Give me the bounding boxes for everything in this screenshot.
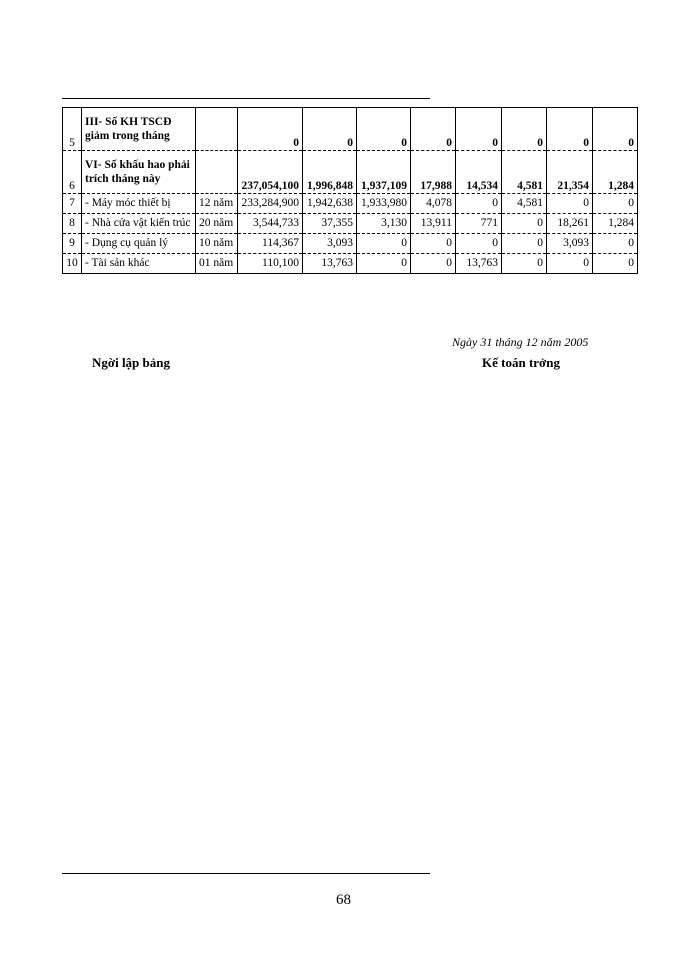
row-term: 20 năm <box>196 214 238 234</box>
row-term: 01 năm <box>196 254 238 274</box>
row-value: 0 <box>593 194 638 214</box>
signature-date: Ngày 31 tháng 12 năm 2005 <box>452 335 589 349</box>
row-value: 0 <box>593 108 638 151</box>
row-value: 14,534 <box>456 151 502 194</box>
row-value: 0 <box>593 234 638 254</box>
row-value: 0 <box>502 254 547 274</box>
row-label: - Dụng cụ quản lý <box>82 234 196 254</box>
row-value: 0 <box>456 234 502 254</box>
row-value: 0 <box>357 108 411 151</box>
row-total: 3,544,733 <box>238 214 303 234</box>
table-row <box>63 151 638 194</box>
row-label: VI- Số khấu hao phải trích tháng này <box>82 151 196 194</box>
row-total: 233,284,900 <box>238 194 303 214</box>
row-value: 4,078 <box>411 194 456 214</box>
row-value: 3,093 <box>303 234 357 254</box>
row-value: 17,988 <box>411 151 456 194</box>
row-value: 0 <box>303 108 357 151</box>
row-number: 7 <box>63 194 82 214</box>
preparer-label: Ngời lập bảng <box>92 355 170 370</box>
row-value: 3,130 <box>357 214 411 234</box>
row-value: 13,911 <box>411 214 456 234</box>
bottom-rule <box>62 873 430 874</box>
row-value: 771 <box>456 214 502 234</box>
row-value: 0 <box>593 254 638 274</box>
row-label: - Tài sản khác <box>82 254 196 274</box>
row-value: 0 <box>502 108 547 151</box>
row-value: 37,355 <box>303 214 357 234</box>
row-number: 10 <box>63 254 82 274</box>
row-value: 1,942,638 <box>303 194 357 214</box>
table-row <box>63 214 638 234</box>
table-row <box>63 194 638 214</box>
row-value: 4,581 <box>502 151 547 194</box>
row-term: 10 năm <box>196 234 238 254</box>
row-number: 5 <box>63 108 82 151</box>
row-value: 21,354 <box>547 151 593 194</box>
row-label: - Máy móc thiết bị <box>82 194 196 214</box>
row-value: 0 <box>411 234 456 254</box>
chief-accountant-label: Kế toán trởng <box>482 355 560 370</box>
row-value: 0 <box>502 234 547 254</box>
row-total: 110,100 <box>238 254 303 274</box>
page-number: 68 <box>336 892 351 908</box>
row-value: 0 <box>411 254 456 274</box>
row-value: 13,763 <box>456 254 502 274</box>
row-term <box>196 108 238 151</box>
row-term: 12 năm <box>196 194 238 214</box>
row-value: 0 <box>357 234 411 254</box>
row-value: 3,093 <box>547 234 593 254</box>
row-value: 0 <box>547 194 593 214</box>
row-value: 1,284 <box>593 151 638 194</box>
row-total: 0 <box>238 108 303 151</box>
table-row <box>63 108 638 151</box>
table-row <box>63 254 638 274</box>
row-value: 1,284 <box>593 214 638 234</box>
row-value: 1,996,848 <box>303 151 357 194</box>
row-value: 18,261 <box>547 214 593 234</box>
top-rule <box>62 98 430 99</box>
table-row <box>63 234 638 254</box>
row-value: 0 <box>357 254 411 274</box>
row-value: 0 <box>456 194 502 214</box>
depreciation-table <box>62 107 638 274</box>
row-value: 13,763 <box>303 254 357 274</box>
row-value: 0 <box>411 108 456 151</box>
row-label: - Nhà cửa vật kiến trúc <box>82 214 196 234</box>
row-value: 1,937,109 <box>357 151 411 194</box>
row-value: 0 <box>547 108 593 151</box>
row-label: III- Số KH TSCĐ giảm trong tháng <box>82 108 196 151</box>
row-value: 0 <box>456 108 502 151</box>
row-number: 6 <box>63 151 82 194</box>
row-total: 114,367 <box>238 234 303 254</box>
row-total: 237,054,100 <box>238 151 303 194</box>
row-term <box>196 151 238 194</box>
row-value: 4,581 <box>502 194 547 214</box>
row-value: 0 <box>547 254 593 274</box>
row-value: 0 <box>502 214 547 234</box>
row-number: 8 <box>63 214 82 234</box>
row-value: 1,933,980 <box>357 194 411 214</box>
row-number: 9 <box>63 234 82 254</box>
